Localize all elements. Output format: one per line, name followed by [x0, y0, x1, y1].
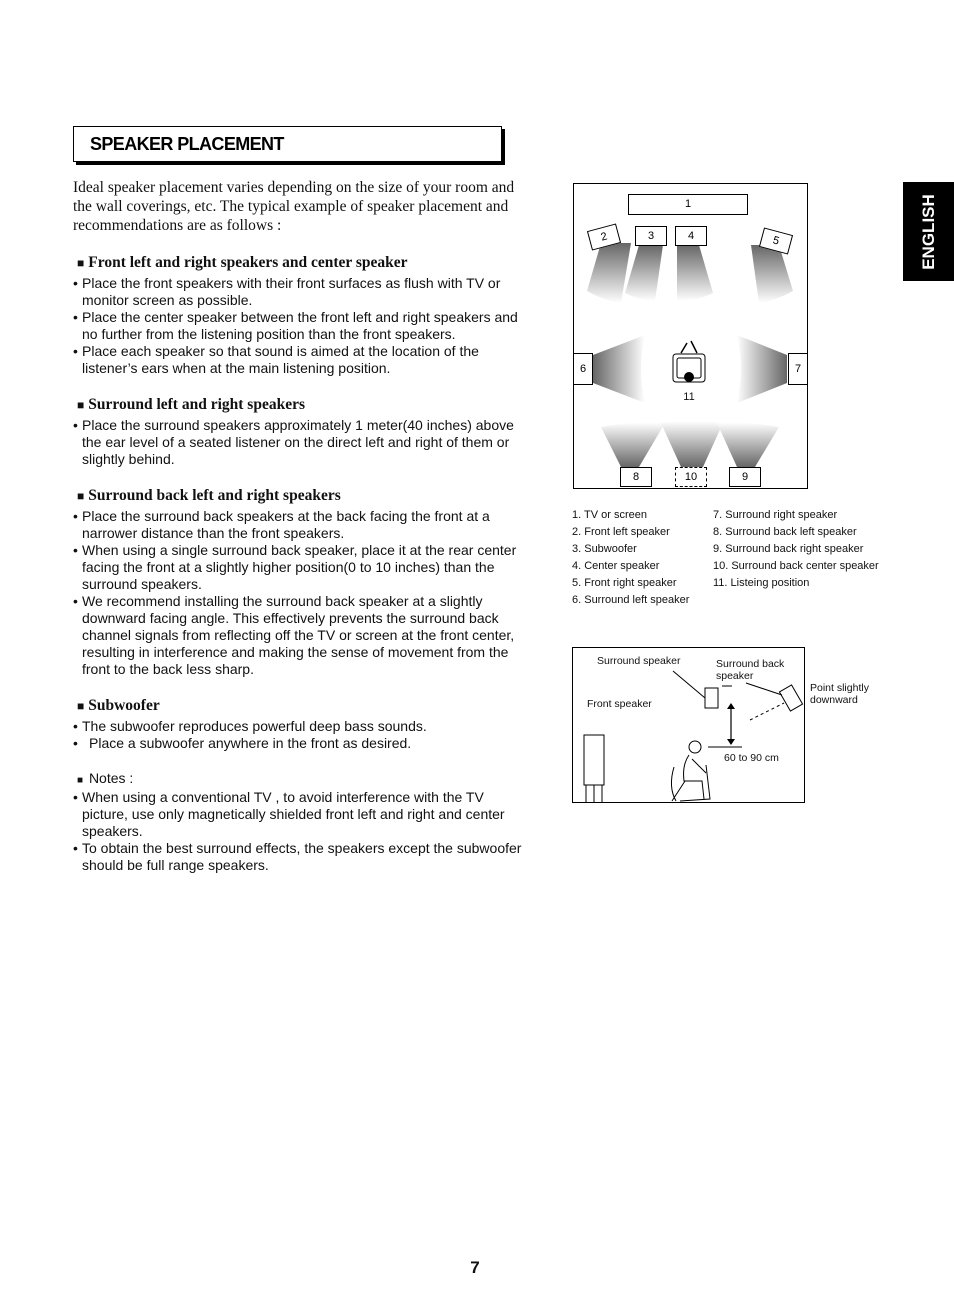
- speaker-8-label: 8: [620, 467, 652, 487]
- legend-item: 10. Surround back center speaker: [713, 560, 879, 572]
- list-item: • Place the front speakers with their front surfaces as flush with TV or monitor screen as possible.: [73, 275, 523, 309]
- list-item: • Place the center speaker between the front left and right speakers and no further from the listening position than the front speakers.: [73, 309, 523, 343]
- notes-list: [73, 789, 523, 874]
- intro-paragraph: Ideal speaker placement varies depending on the size of your room and the wall coverings, etc. The typical example of speaker placement and recommendations are as follows :: [73, 179, 515, 234]
- list-item: • Place the surround speakers approximately 1 meter(40 inches) above the ear level of a seated listener on the direct left and right of them or slightly behind.: [73, 417, 523, 468]
- surround-speaker-list: [73, 417, 523, 468]
- legend-item: 8. Surround back left speaker: [713, 526, 857, 538]
- section-title-box: [73, 126, 502, 162]
- text-column: [73, 178, 523, 892]
- speaker-3-label: 3: [635, 226, 667, 246]
- front-speaker-list: [73, 275, 523, 377]
- legend-item: 1. TV or screen: [572, 509, 647, 521]
- section-title: SPEAKER PLACEMENT: [90, 134, 284, 154]
- speaker-2-label: 2: [587, 223, 621, 250]
- speaker-10-label: 10: [675, 467, 707, 487]
- list-item: • Place each speaker so that sound is aimed at the location of the listener’s ears when at the main listening position.: [73, 343, 523, 377]
- list-item: • When using a conventional TV , to avoid interference with the TV picture, use only magnetically shielded front left and right and center speakers.: [73, 789, 523, 840]
- legend-item: 9. Surround back right speaker: [713, 543, 864, 555]
- speaker-layout-diagram: [573, 183, 808, 489]
- speaker-7-label: 7: [788, 353, 808, 385]
- section-heading-subwoofer: ■ Subwoofer: [77, 697, 160, 714]
- section-heading-front: ■ Front left and right speakers and center speaker: [77, 254, 408, 271]
- list-item: • Place the surround back speakers at the back facing the front at a narrower distance than the front speakers.: [73, 508, 523, 542]
- list-item: • We recommend installing the surround back speaker at a slightly downward facing angle. This effectively prevents the surround back channel signals from reflecting off the TV or screen at the front center, resulting in interference and making the sense of movement from the front to the back less sharp.: [73, 593, 523, 678]
- legend-item: 4. Center speaker: [572, 560, 660, 572]
- notes-heading: ■ Notes :: [77, 770, 134, 786]
- surround-speaker-label: Surround speaker: [597, 655, 681, 667]
- legend-column-right: [713, 507, 879, 592]
- listening-position-label: 11: [683, 391, 695, 403]
- side-view-diagram: [572, 647, 880, 807]
- distance-label: 60 to 90 cm: [724, 752, 779, 764]
- legend-item: 5. Front right speaker: [572, 577, 677, 589]
- section-heading-surround: ■ Surround left and right speakers: [77, 396, 305, 413]
- speaker-4-label: 4: [675, 226, 707, 246]
- legend-item: 2. Front left speaker: [572, 526, 670, 538]
- tv-screen-label: 1: [628, 194, 748, 215]
- language-label: ENGLISH: [918, 193, 938, 270]
- language-tab: [903, 182, 954, 281]
- legend-item: 6. Surround left speaker: [572, 594, 690, 606]
- list-item: • To obtain the best surround effects, the speakers except the subwoofer should be full range speakers.: [73, 840, 523, 874]
- section-heading-surround-back: ■ Surround back left and right speakers: [77, 487, 341, 504]
- point-downward-label: Point slightly downward: [810, 682, 869, 706]
- page-number: 7: [470, 1258, 480, 1277]
- legend-item: 7. Surround right speaker: [713, 509, 838, 521]
- subwoofer-list: [73, 718, 523, 752]
- legend-item: 3. Subwoofer: [572, 543, 637, 555]
- surround-back-speaker-list: [73, 508, 523, 678]
- speaker-6-label: 6: [573, 353, 593, 385]
- speaker-9-label: 9: [729, 467, 761, 487]
- legend-column-left: [572, 507, 689, 609]
- list-item: • When using a single surround back speaker, place it at the rear center facing the front at a slightly higher position(0 to 10 inches) than the surround speakers.: [73, 542, 523, 593]
- legend-item: 11. Listeing position: [713, 577, 810, 589]
- list-item-continued: • Place a subwoofer anywhere in the front as desired.: [73, 735, 523, 752]
- speaker-5-label: 5: [759, 227, 793, 254]
- front-speaker-label: Front speaker: [587, 698, 652, 710]
- list-item: • The subwoofer reproduces powerful deep bass sounds.: [73, 718, 523, 735]
- surround-back-speaker-label: Surround back speaker: [716, 658, 785, 682]
